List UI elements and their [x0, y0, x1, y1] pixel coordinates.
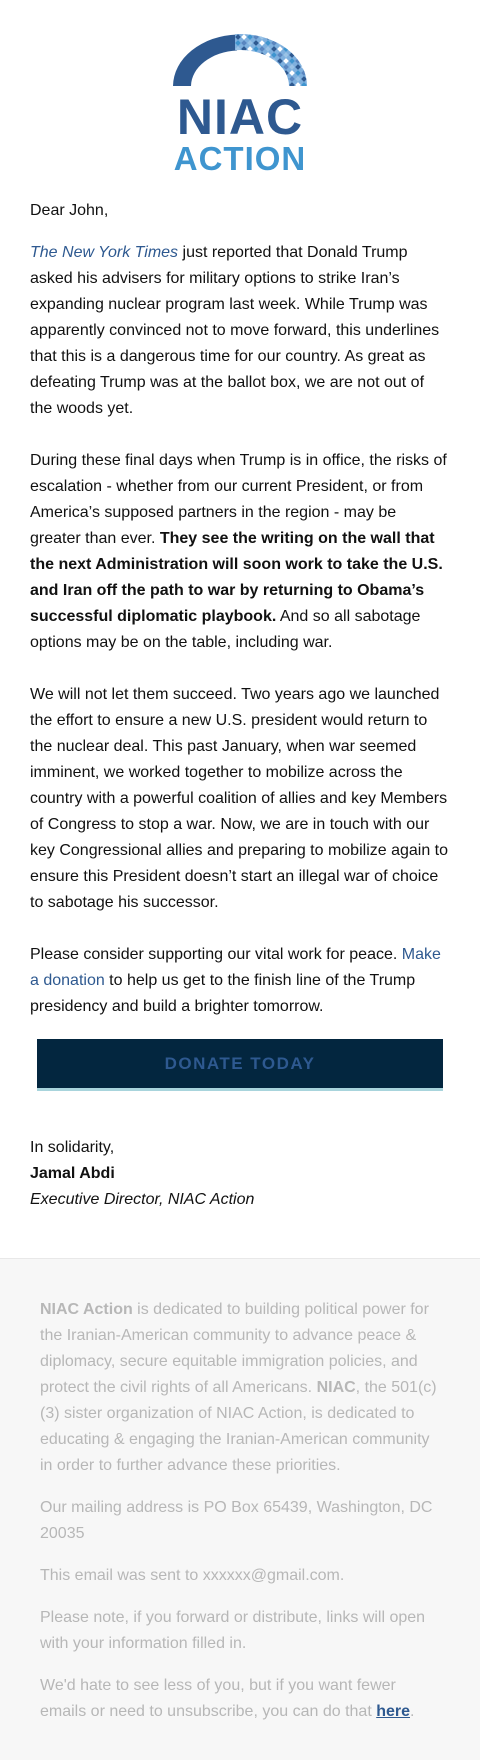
logo-mosaic-tile — [295, 52, 301, 58]
unsubscribe-link[interactable]: here — [376, 1703, 410, 1720]
logo-mosaic-tile — [283, 40, 289, 46]
logo-mosaic-tile — [259, 58, 265, 64]
logo-mosaic-tile — [295, 34, 301, 40]
paragraph-1 — [30, 240, 450, 422]
logo-mosaic-tile — [265, 76, 271, 82]
donate-button-label[interactable]: DONATE TODAY — [164, 1053, 316, 1073]
logo-arch-solid — [173, 35, 237, 87]
logo-mosaic-tile — [301, 40, 307, 46]
signature — [0, 1135, 480, 1213]
logo-mosaic-tile — [307, 34, 313, 40]
footer-niac-action-bold: NIAC Action — [40, 1301, 133, 1318]
logo-mosaic-tile — [295, 46, 301, 52]
logo-mosaic-tile — [301, 52, 307, 58]
logo-mosaic-tile — [307, 64, 313, 70]
donate-button[interactable] — [37, 1039, 443, 1091]
logo-mosaic-tile — [247, 64, 253, 70]
logo-mosaic-tile — [295, 40, 301, 46]
logo-mosaic-tile — [277, 70, 283, 76]
logo-mosaic-tile — [253, 82, 259, 88]
logo-mosaic-tile — [247, 76, 253, 82]
nyt-link[interactable]: The New York Times — [30, 244, 179, 261]
logo-mosaic-tile — [301, 34, 307, 40]
paragraph-2-text-start: During these final days when Trump is in office, the risks of escalation - whether from our current President, or from America’s supposed partners in the region - may be greater than ever. — [30, 452, 447, 547]
footer-sent-to: This email was sent to xxxxxx@gmail.com. — [40, 1567, 345, 1584]
paragraph-1-text: just reported that Donald Trump asked his advisers for military options to strike Iran’s expanding nuclear program last week. While Trump was apparently convinced not to move forward, this underlines that this is a dangerous time for our country. As great as defeating Trump was at the ballot box, we are not out of the woods yet. — [30, 244, 440, 417]
make-donation-link[interactable]: Make a donation — [30, 946, 441, 989]
logo-mosaic-tile — [289, 34, 295, 40]
footer-forward-note: Please note, if you forward or distribute, links will open with your information filled in. — [40, 1609, 426, 1652]
paragraph-4-text-start: Please consider supporting our vital work for peace. — [30, 946, 402, 963]
logo-mosaic-tile — [265, 82, 271, 88]
logo-mosaic-tile — [307, 52, 313, 58]
logo-mosaic-tile — [253, 52, 259, 58]
signer-name: Jamal Abdi — [30, 1165, 115, 1182]
footer — [0, 1258, 480, 1760]
logo-mosaic-tile — [271, 76, 277, 82]
paragraph-2 — [30, 448, 450, 656]
logo-mosaic-tile — [253, 58, 259, 64]
logo-mosaic-tile — [241, 52, 247, 58]
logo-mosaic-tile — [247, 82, 253, 88]
paragraph-2-text-end: And so all sabotage options may be on the table, including war. — [30, 608, 421, 651]
logo-niac-text: NIAC — [176, 89, 304, 145]
logo-mosaic-tile — [265, 64, 271, 70]
logo-mosaic-tile — [259, 82, 265, 88]
logo-mosaic-tile — [283, 82, 289, 88]
logo-mosaic-tile — [307, 76, 313, 82]
paragraph-3: We will not let them succeed. Two years ago we launched the effort to ensure a new U.S. president would return to the nuclear deal. This past January, when war seemed imminent, we worked together to mobilize across the country with a powerful coalition of allies and key Members of Congress to stop a war. Now, we are in touch with our key Congressional allies and preparing to mobilize again to ensure this President doesn’t start an illegal war of choice to sabotage his successor. — [30, 686, 449, 911]
logo-mosaic-tile — [247, 52, 253, 58]
logo-mosaic-tile — [277, 76, 283, 82]
footer-about — [40, 1297, 440, 1479]
logo-mosaic-tile — [235, 76, 241, 82]
logo-mosaic-tile — [259, 76, 265, 82]
logo-mosaic-tile — [307, 58, 313, 64]
logo-arch-mosaic — [235, 34, 315, 88]
logo-mosaic-tile — [235, 70, 241, 76]
paragraph-4 — [30, 942, 450, 1020]
logo-mosaic-tile — [277, 82, 283, 88]
logo-mosaic-tile — [277, 34, 283, 40]
logo-mosaic-tile — [271, 82, 277, 88]
logo-mosaic-tile — [265, 70, 271, 76]
logo-mosaic-tile — [307, 82, 313, 88]
footer-about-text-2: , the 501(c)(3) sister organization of NIAC Action, is dedicated to educating & engaging the Iranian-American community in order to further advance these priorities. — [40, 1379, 437, 1474]
logo-mosaic-tile — [265, 58, 271, 64]
email-body — [0, 178, 480, 1020]
footer-address: Our mailing address is PO Box 65439, Washington, DC 20035 — [40, 1499, 433, 1542]
logo-mosaic-tile — [283, 34, 289, 40]
logo-mosaic-tile — [307, 46, 313, 52]
logo-mosaic-tile — [241, 76, 247, 82]
logo-mosaic-tile — [259, 64, 265, 70]
logo-mosaic-tile — [235, 58, 241, 64]
header — [0, 0, 480, 178]
logo-mosaic-tile — [271, 70, 277, 76]
logo-mosaic-tile — [241, 70, 247, 76]
logo-mosaic-tile — [301, 58, 307, 64]
niac-action-logo — [165, 34, 315, 174]
greeting: Dear John, — [30, 202, 109, 219]
logo-mosaic-tile — [235, 52, 241, 58]
logo-mosaic-tile — [241, 64, 247, 70]
footer-unsubscribe-text: We'd hate to see less of you, but if you want fewer emails or need to unsubscribe, you can do that — [40, 1677, 396, 1720]
logo-mosaic-tile — [289, 40, 295, 46]
logo-mosaic-tile — [235, 82, 241, 88]
logo-mosaic-tile — [307, 70, 313, 76]
paragraph-2-bold: They see the writing on the wall that the next Administration will soon work to take the U.S. and Iran off the path to war by returning to Obama’s successful diplomatic playbook. — [30, 530, 443, 625]
logo-mosaic-tile — [271, 34, 277, 40]
signer-title: Executive Director, NIAC Action — [30, 1191, 255, 1208]
footer-about-text-1: is dedicated to building political power for the Iranian-American community to advance peace & diplomacy, secure equitable immigration policies, and protect the civil rights of all Americans. — [40, 1301, 429, 1396]
logo-mosaic-tile — [235, 64, 241, 70]
logo-mosaic-tile — [241, 82, 247, 88]
logo-mosaic-tile — [253, 70, 259, 76]
logo-mosaic-tile — [271, 64, 277, 70]
logo-mosaic-tile — [301, 46, 307, 52]
logo-mosaic-tile — [241, 58, 247, 64]
logo-mosaic-tile — [247, 58, 253, 64]
footer-unsubscribe — [40, 1673, 440, 1725]
closing: In solidarity, — [30, 1139, 115, 1156]
logo-mosaic-tile — [253, 64, 259, 70]
logo-mosaic-tile — [289, 46, 295, 52]
footer-niac-bold: NIAC — [316, 1379, 356, 1396]
logo-mosaic-tile — [307, 40, 313, 46]
footer-unsubscribe-end: . — [410, 1703, 415, 1720]
logo-mosaic-tile — [253, 76, 259, 82]
logo-action-text: ACTION — [173, 140, 307, 174]
logo-mosaic-tile — [259, 70, 265, 76]
paragraph-4-text-end: to help us get to the finish line of the Trump presidency and build a brighter tomorrow. — [30, 972, 416, 1015]
logo-mosaic-tile — [247, 70, 253, 76]
